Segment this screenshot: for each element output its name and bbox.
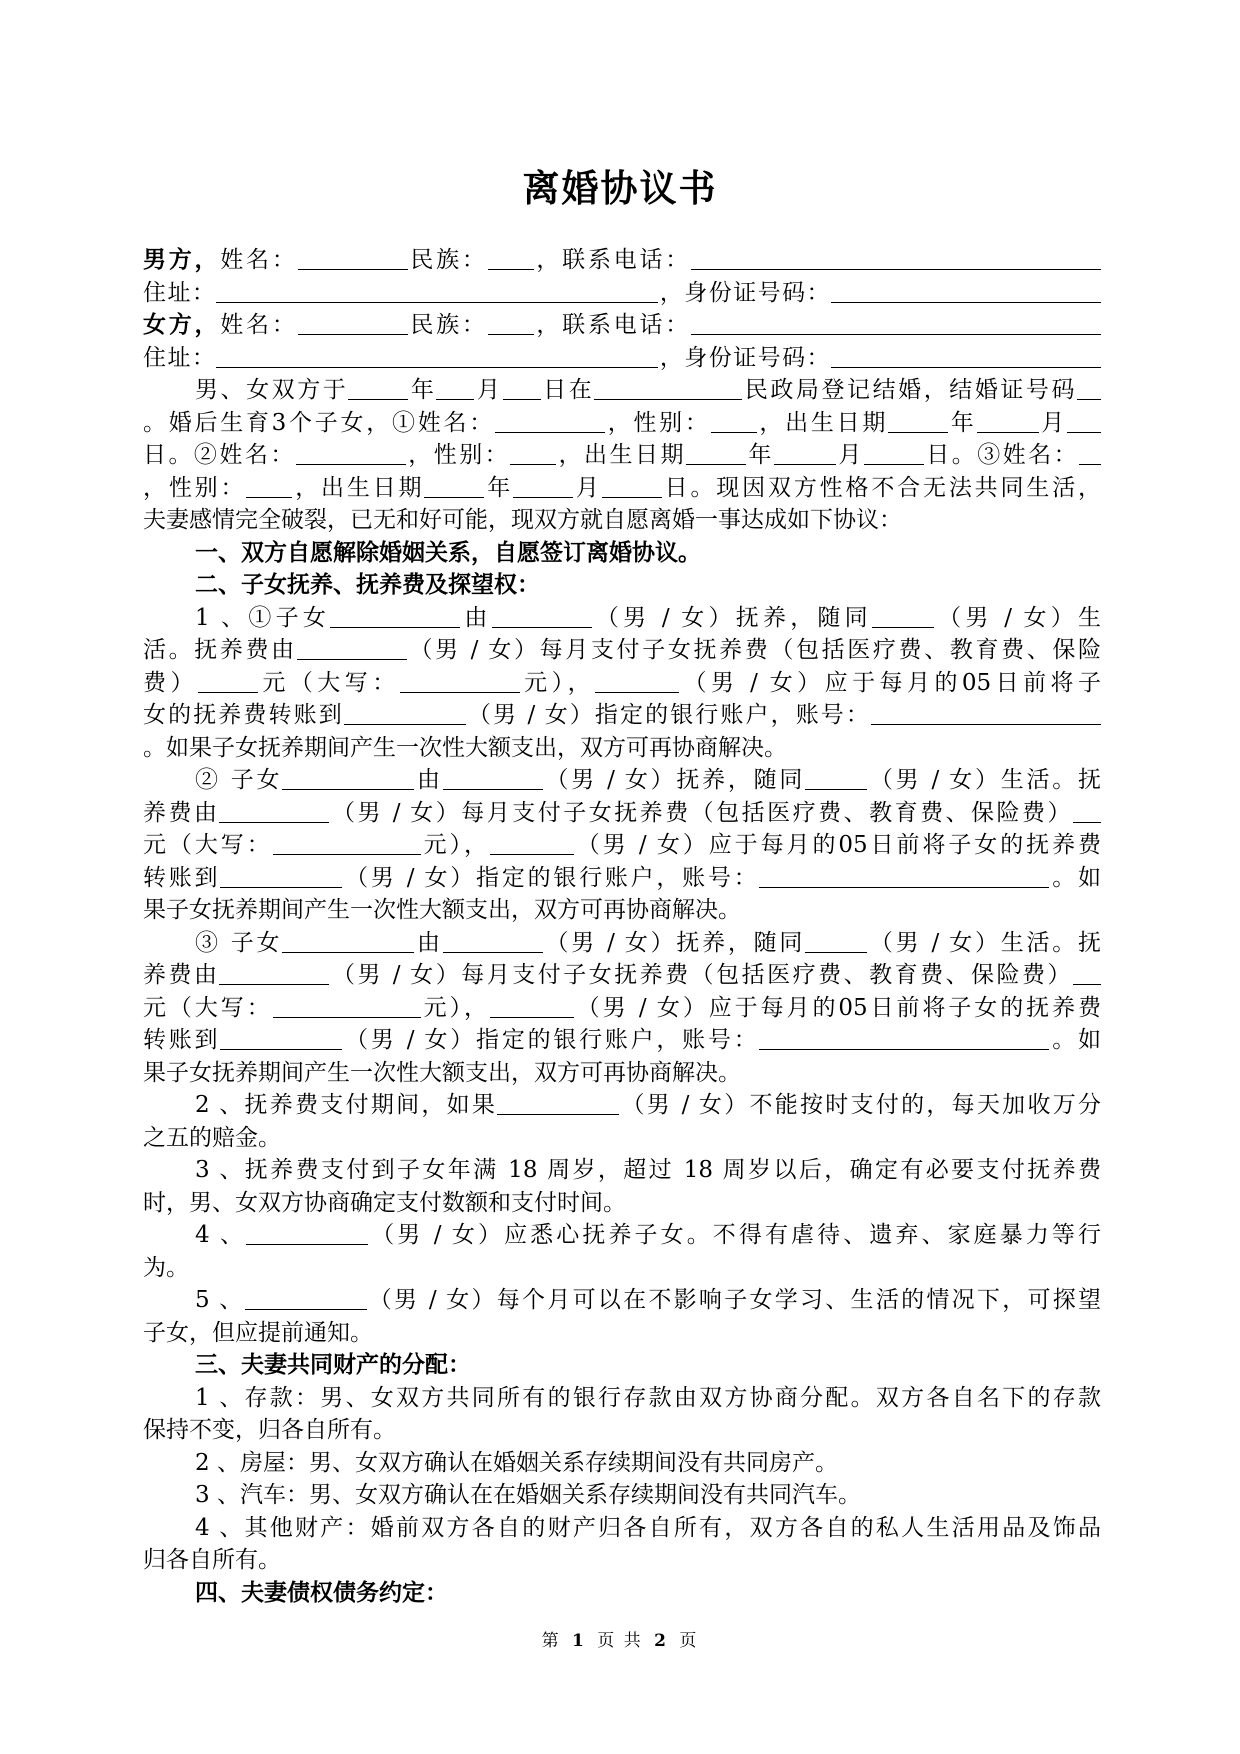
fill-in-blank[interactable] xyxy=(871,700,1101,725)
fill-in-blank[interactable] xyxy=(888,408,948,433)
document-text: 民族： xyxy=(407,247,488,273)
document-line xyxy=(143,1122,1101,1155)
document-text: 子女，但应提前通知。 xyxy=(143,1319,373,1346)
fill-in-blank[interactable] xyxy=(246,1220,368,1245)
document-text: 1 、存款：男、女双方共同所有的银行存款由双方协商分配。双方各自名下的存款 xyxy=(195,1384,1101,1411)
fill-in-blank[interactable] xyxy=(1079,440,1101,465)
fill-in-blank[interactable] xyxy=(424,473,484,498)
document-line xyxy=(143,1577,1101,1610)
document-text: 年 xyxy=(745,442,774,468)
fill-in-blank[interactable] xyxy=(864,440,924,465)
document-line xyxy=(143,537,1101,570)
fill-in-blank[interactable] xyxy=(513,473,573,498)
fill-in-blank[interactable] xyxy=(1073,960,1101,985)
document-text: 由 xyxy=(414,929,443,956)
document-text: （男 / 女）指定的银行账户，账号： xyxy=(465,702,872,728)
document-line xyxy=(143,407,1101,440)
fill-in-blank[interactable] xyxy=(436,375,474,400)
document-line xyxy=(143,732,1101,765)
document-text: 养费由 xyxy=(143,799,220,826)
fill-in-blank[interactable] xyxy=(216,343,658,368)
fill-in-blank[interactable] xyxy=(298,310,408,335)
document-text: 。如 xyxy=(1049,1027,1101,1053)
document-line xyxy=(143,1252,1101,1285)
document-text: 住址： xyxy=(143,344,217,371)
document-text: （男 / 女）生 xyxy=(933,604,1101,631)
document-text: 时，男、女双方协商确定支付数额和支付时间。 xyxy=(143,1189,626,1216)
document-text: 日在 xyxy=(540,377,595,403)
document-text: ，性别： xyxy=(143,474,247,501)
document-text: 果子女抚养期间产生一次性大额支出，双方可再协商解决。 xyxy=(143,1059,741,1086)
fill-in-blank[interactable] xyxy=(282,928,414,953)
fill-in-blank[interactable] xyxy=(219,798,329,823)
fill-in-blank[interactable] xyxy=(977,408,1039,433)
document-text: 民政局登记结婚，结婚证号码 xyxy=(742,377,1078,403)
document-text: 1 、①子女 xyxy=(195,604,331,631)
section-heading-text: 一、双方自愿解除婚姻关系，自愿签订离婚协议。 xyxy=(195,538,701,566)
document-text: 元）， xyxy=(519,669,596,696)
document-text: ② 子女 xyxy=(195,767,283,793)
document-text: 住址： xyxy=(143,279,217,306)
document-line xyxy=(143,1479,1101,1512)
document-text: 2 、抚养费支付期间，如果 xyxy=(195,1092,498,1118)
document-text: 之五的赔金。 xyxy=(143,1124,281,1151)
fill-in-blank[interactable] xyxy=(282,765,414,790)
document-text: 2 、房屋：男、女双方确认在婚姻关系存续期间没有共同房产。 xyxy=(195,1449,838,1476)
document-line xyxy=(143,439,1101,472)
document-text: ，身份证号码： xyxy=(658,279,832,306)
document-text: 4 、 xyxy=(195,1222,247,1248)
document-line xyxy=(143,764,1101,797)
document-text: （男 / 女）生活。抚 xyxy=(867,929,1101,956)
document-text: 转账到 xyxy=(143,1027,221,1053)
fill-in-blank[interactable] xyxy=(220,863,342,888)
document-line xyxy=(143,1382,1101,1415)
fill-in-blank[interactable] xyxy=(594,375,742,400)
document-text: 。婚后生育3个子女，①姓名： xyxy=(143,409,495,436)
document-text: （男 / 女）抚养，随同 xyxy=(542,929,806,956)
fill-in-blank[interactable] xyxy=(1073,798,1101,823)
document-line xyxy=(143,1187,1101,1220)
fill-in-blank[interactable] xyxy=(759,1025,1049,1050)
fill-in-blank[interactable] xyxy=(759,863,1049,888)
fill-in-blank[interactable] xyxy=(273,830,421,855)
document-text: 姓名： xyxy=(220,247,298,273)
document-line xyxy=(143,1089,1101,1122)
document-text: 活。抚养费由 xyxy=(143,637,297,663)
fill-in-blank[interactable] xyxy=(492,603,592,628)
fill-in-blank[interactable] xyxy=(246,473,292,498)
document-line xyxy=(143,1512,1101,1545)
document-text: ，性别： xyxy=(405,442,511,468)
document-text: 民族： xyxy=(407,312,488,338)
document-text: 年 xyxy=(948,409,977,436)
document-line xyxy=(143,1349,1101,1382)
footer-middle: 页 共 xyxy=(597,1631,643,1651)
fill-in-blank[interactable] xyxy=(495,408,605,433)
document-line xyxy=(143,634,1101,667)
document-line xyxy=(143,342,1101,375)
document-line xyxy=(143,602,1101,635)
document-line xyxy=(143,1154,1101,1187)
fill-in-blank[interactable] xyxy=(198,668,258,693)
document-text: 元）， xyxy=(420,832,490,858)
document-line xyxy=(143,1284,1101,1317)
document-text: 由 xyxy=(460,604,492,631)
footer-suffix: 页 xyxy=(679,1631,699,1651)
document-text: ，联系电话： xyxy=(533,247,692,273)
document-line xyxy=(143,1544,1101,1577)
document-text: 4 、其他财产：婚前双方各自的财产归各自所有，双方各自的私人生活用品及饰品 xyxy=(195,1514,1101,1541)
document-line xyxy=(143,277,1101,310)
current-page-number: 1 xyxy=(572,1631,586,1651)
document-text: ，身份证号码： xyxy=(658,344,832,371)
document-line xyxy=(143,862,1101,895)
document-text: 男、女双方于 xyxy=(195,377,349,403)
document-text: （男 / 女）抚养，随同 xyxy=(591,604,872,631)
fill-in-blank[interactable] xyxy=(1077,375,1101,400)
document-line xyxy=(143,472,1101,505)
document-text: （男 / 女）每月支付子女抚养费（包括医疗费、教育费、保险费） xyxy=(329,962,1073,988)
document-text: （男 / 女）生活。抚 xyxy=(867,767,1101,793)
document-text: 3 、汽车：男、女双方确认在在婚姻关系存续期间没有共同汽车。 xyxy=(195,1482,861,1508)
document-line xyxy=(143,1317,1101,1350)
fill-in-blank[interactable] xyxy=(245,1285,367,1310)
fill-in-blank[interactable] xyxy=(348,375,408,400)
document-text: ，出生日期 xyxy=(756,409,889,436)
fill-in-blank[interactable] xyxy=(872,603,934,628)
fill-in-blank[interactable] xyxy=(711,408,757,433)
document-text: 月 xyxy=(573,474,602,501)
document-line xyxy=(143,309,1101,342)
fill-in-blank[interactable] xyxy=(497,1090,619,1115)
document-line xyxy=(143,667,1101,700)
fill-in-blank[interactable] xyxy=(602,473,662,498)
document-line xyxy=(143,1057,1101,1090)
document-line xyxy=(143,504,1101,537)
document-text: （男 / 女）指定的银行账户，账号： xyxy=(342,1027,760,1053)
fill-in-blank[interactable] xyxy=(774,440,836,465)
document-line xyxy=(143,829,1101,862)
document-line xyxy=(143,797,1101,830)
document-text: 年 xyxy=(484,474,514,501)
document-text: 归各自所有。 xyxy=(143,1547,281,1573)
document-line xyxy=(143,1447,1101,1480)
fill-in-blank[interactable] xyxy=(831,343,1101,368)
document-text: （男 / 女）每月支付子女抚养费（包括医疗费、教育费、保险 xyxy=(406,637,1101,663)
document-text: 月 xyxy=(474,377,503,403)
document-text: 年 xyxy=(408,377,437,403)
footer-prefix: 第 xyxy=(541,1631,561,1651)
fill-in-blank[interactable] xyxy=(297,635,407,660)
document-text: 果子女抚养期间产生一次性大额支出，双方可再协商解决。 xyxy=(143,897,741,923)
document-line xyxy=(143,927,1101,960)
document-text: 日。现因双方性格不合无法共同生活， xyxy=(661,474,1101,501)
fill-in-blank[interactable] xyxy=(691,245,1101,270)
fill-in-blank[interactable] xyxy=(686,440,746,465)
fill-in-blank[interactable] xyxy=(330,603,460,628)
document-text: （男 / 女）每个月可以在不影响子女学习、生活的情况下，可探望 xyxy=(366,1287,1101,1313)
fill-in-blank[interactable] xyxy=(298,245,408,270)
fill-in-blank[interactable] xyxy=(510,440,556,465)
document-line xyxy=(143,959,1101,992)
document-line xyxy=(143,244,1101,277)
document-text: 费） xyxy=(143,669,198,696)
document-text: 日。②姓名： xyxy=(143,442,296,468)
fill-in-blank[interactable] xyxy=(216,278,658,303)
fill-in-blank[interactable] xyxy=(443,928,543,953)
document-line xyxy=(143,894,1101,927)
fill-in-blank[interactable] xyxy=(488,310,534,335)
fill-in-blank[interactable] xyxy=(400,668,520,693)
document-text: 夫妻感情完全破裂，已无和好可能，现双方就自愿离婚一事达成如下协议： xyxy=(143,507,902,533)
document-text: （男 / 女）每月支付子女抚养费（包括医疗费、教育费、保险费） xyxy=(329,799,1073,826)
fill-in-blank[interactable] xyxy=(503,375,541,400)
document-text: 养费由 xyxy=(143,962,220,988)
fill-in-blank[interactable] xyxy=(805,765,867,790)
fill-in-blank[interactable] xyxy=(831,278,1101,303)
document-line xyxy=(143,1219,1101,1252)
document-line xyxy=(143,992,1101,1025)
fill-in-blank[interactable] xyxy=(1067,408,1101,433)
document-text: ，出生日期 xyxy=(292,474,425,501)
section-heading-text: 三、夫妻共同财产的分配： xyxy=(195,1351,471,1378)
document-text: 姓名： xyxy=(220,312,298,338)
section-heading-text: 四、夫妻债权债务约定： xyxy=(195,1578,448,1606)
document-text: 元（大写： xyxy=(143,832,273,858)
document-text: 元）， xyxy=(420,994,490,1021)
document-text: 元（大写： xyxy=(143,994,273,1021)
document-line xyxy=(143,569,1101,602)
page-footer xyxy=(0,1626,1240,1651)
total-page-number: 2 xyxy=(654,1631,668,1651)
document-text: 保持不变，归各自所有。 xyxy=(143,1417,396,1443)
document-line xyxy=(143,699,1101,732)
section-heading-text: 二、子女抚养、抚养费及探望权： xyxy=(195,571,540,598)
document-text: （男 / 女）应于每月的05日前将子 xyxy=(679,669,1101,696)
document-text: （男 / 女）抚养，随同 xyxy=(542,767,806,793)
fill-in-blank[interactable] xyxy=(344,700,466,725)
document-text: 月 xyxy=(1038,409,1068,436)
document-text: ，联系电话： xyxy=(533,312,692,338)
fill-in-blank[interactable] xyxy=(296,440,406,465)
document-text: （男 / 女）不能按时支付的，每天加收万分 xyxy=(619,1092,1101,1118)
document-text: 。如 xyxy=(1049,864,1101,891)
document-title: 离婚协议书 xyxy=(522,166,718,210)
fill-in-blank[interactable] xyxy=(595,668,679,693)
document-text: ，性别： xyxy=(604,409,711,436)
section-heading-text: 男方， xyxy=(143,246,221,273)
document-text: 5 、 xyxy=(195,1287,245,1313)
document-text: 由 xyxy=(414,767,443,793)
document-text: 女的抚养费转账到 xyxy=(143,702,344,728)
fill-in-blank[interactable] xyxy=(490,993,574,1018)
document-line xyxy=(143,1024,1101,1057)
document-text: 元（大写： xyxy=(257,669,400,696)
fill-in-blank[interactable] xyxy=(443,765,543,790)
document-body xyxy=(143,244,1101,1609)
document-text: （男 / 女）应悉心抚养子女。不得有虐待、遗弃、家庭暴力等行 xyxy=(368,1222,1101,1248)
document-text: 。如果子女抚养期间产生一次性大额支出，双方可再协商解决。 xyxy=(143,734,787,761)
document-line xyxy=(143,374,1101,407)
document-text: （男 / 女）应于每月的05日前将子女的抚养费 xyxy=(573,832,1101,858)
fill-in-blank[interactable] xyxy=(691,310,1101,335)
fill-in-blank[interactable] xyxy=(488,245,534,270)
fill-in-blank[interactable] xyxy=(219,960,329,985)
document-text: ，出生日期 xyxy=(556,442,686,468)
document-text: 月 xyxy=(835,442,864,468)
fill-in-blank[interactable] xyxy=(490,830,574,855)
document-line xyxy=(143,1414,1101,1447)
document-text: （男 / 女）指定的银行账户，账号： xyxy=(342,864,760,891)
fill-in-blank[interactable] xyxy=(220,1025,342,1050)
section-heading-text: 女方， xyxy=(143,311,221,338)
document-text: 为。 xyxy=(143,1254,189,1281)
document-text: ③ 子女 xyxy=(195,929,283,956)
document-text: （男 / 女）应于每月的05日前将子女的抚养费 xyxy=(573,994,1101,1021)
document-text: 日。③姓名： xyxy=(923,442,1080,468)
document-text: 转账到 xyxy=(143,864,221,891)
document-text: 3 、抚养费支付到子女年满 18 周岁，超过 18 周岁以后，确定有必要支付抚养费 xyxy=(195,1157,1101,1183)
fill-in-blank[interactable] xyxy=(273,993,421,1018)
fill-in-blank[interactable] xyxy=(805,928,867,953)
